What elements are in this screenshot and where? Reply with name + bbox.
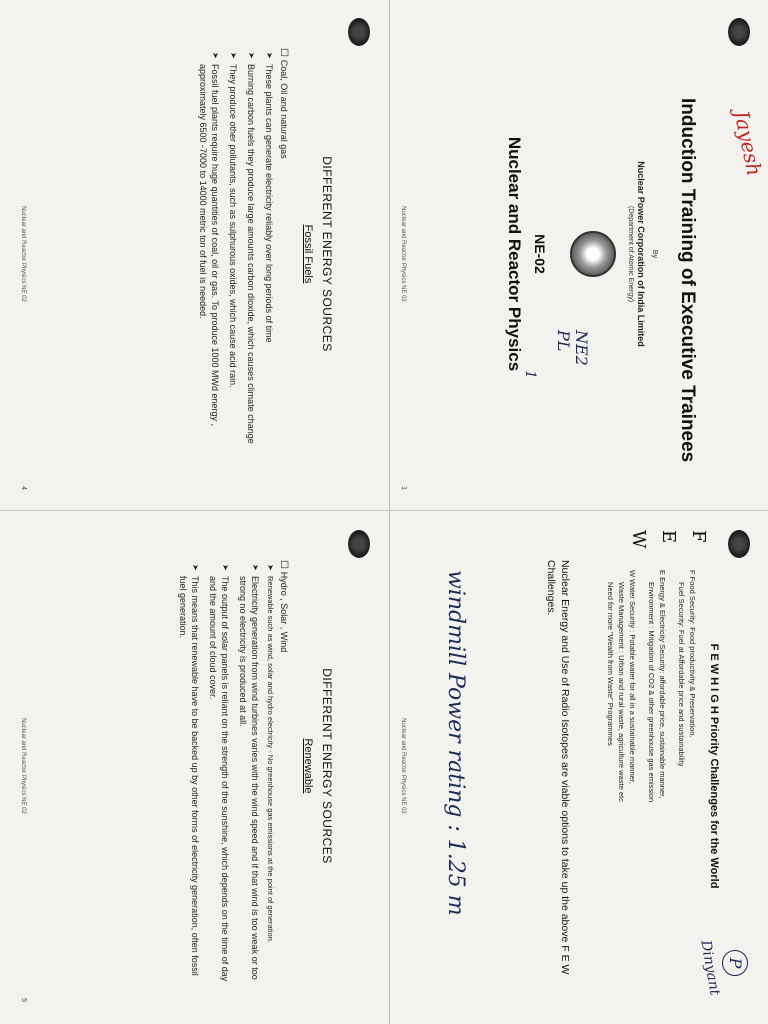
slide-heading: DIFFERENT ENERGY SOURCES [320, 156, 334, 352]
organisation-name: Nuclear Power Corporation of India Limited [636, 161, 646, 347]
slide-footer: Nuclear and Reactor Physics NE 02 [20, 718, 26, 814]
fewhig-item-label: E Energy & Electricity Security: affordable price, sustainable manner, [658, 570, 667, 799]
handwritten-name: Dinyant [697, 939, 723, 997]
page-number: 1 [400, 486, 407, 490]
bullet-heading: ☐ Hydro , Solar , Wind [277, 560, 290, 990]
slide-title-page [396, 8, 756, 500]
slide-subheading: Fossil Fuels [302, 224, 314, 284]
fewhig-title: F E W H I G H Priority Challenges for the World [708, 643, 720, 889]
training-title: Induction Training of Executive Trainees [677, 98, 698, 463]
npcil-emblem-icon [570, 231, 616, 277]
handwritten-name: Jayesh [729, 108, 767, 179]
department-name: (Department of Atomic Energy) [627, 205, 634, 303]
npcil-logo-icon [728, 530, 750, 558]
fewhig-item-label: F Food Security: Food productivity & Preservation. [688, 570, 697, 738]
bullet-heading: ☐ Coal, Oil and natural gas [277, 48, 290, 478]
fewhig-closing: Nuclear Energy and Use of Radio Isotopes are viable options to take up the above F E W Challenges. [545, 560, 571, 975]
course-subject: Nuclear and Reactor Physics [505, 136, 524, 372]
bullet-list [171, 560, 290, 990]
bullet-list [191, 48, 290, 478]
bullet-item: ➤ Burning carbon fuels they produce large amounts carbon dioxide, which causes climate change [245, 64, 257, 478]
npcil-logo-icon [348, 18, 370, 46]
by-label: By [651, 249, 658, 259]
slide-renewable [16, 520, 376, 1012]
npcil-logo-icon [348, 530, 370, 558]
slide-heading: DIFFERENT ENERGY SOURCES [320, 668, 334, 864]
handwritten-letter: F [688, 530, 709, 543]
vertical-divider [0, 510, 768, 511]
handwritten-note: 1 [522, 370, 538, 379]
bullet-item: ➤ They produce other pollutants, such as sulphurous oxides, which cause acid rain. [227, 64, 239, 478]
bullet-item: ➤ Renewable such as wind, solar and hydro electricity - No greenhouse gas emissions at the point of generation. [265, 576, 275, 990]
course-code: NE-02 [532, 234, 548, 274]
horizontal-divider [389, 0, 390, 1024]
npcil-logo-icon [728, 18, 750, 46]
fewhig-item-w [605, 530, 649, 1000]
fewhig-sub-item: Fuel Security: Fuel at Affordable price and sustainability [677, 582, 686, 767]
bullet-item: ➤ The output of solar panels is reliant on the strength of the sunshine, which depends on the time of day and the amount of cloud cover. [207, 576, 231, 990]
slide-footer: Nuclear and Reactor Physics NE 02 [400, 206, 406, 302]
page-number: 5 [20, 998, 27, 1002]
bullet-item: ➤ These plants can generate electricity reliably over long periods of time [263, 64, 275, 478]
fewhig-sub-item: Waste Management : Urban and rural waste, agriculture waste etc [617, 582, 626, 802]
fewhig-item-f [676, 530, 709, 1000]
fewhig-item-label: W Water Security : Potable water for all in a sustainable manner, [628, 570, 637, 784]
slide-footer: Nuclear and Reactor Physics NE 02 [400, 718, 406, 814]
handwritten-circle: P [722, 950, 748, 976]
bullet-item: ➤ Fossil fuel plants require huge quantities of coal, oil or gas. To produce 1000 MWd energy , approximately 6500 -7000 to 14000 metric ton of fuel is needed. [197, 64, 221, 478]
handwritten-letter: W [628, 530, 649, 549]
fewhig-list [603, 530, 709, 1000]
handwritten-letter: E [658, 530, 679, 544]
fewhig-item-e [646, 530, 679, 1000]
slide-subheading: Renewable [302, 738, 314, 794]
handwritten-note: windmill Power rating : 1.25 m [443, 570, 468, 916]
fewhig-sub-item: Environment : Mitigation of CO2 & other greenhouse gas emission [647, 582, 656, 803]
page-number: 4 [20, 486, 27, 490]
slide-footer: Nuclear and Reactor Physics NE 02 [20, 206, 26, 302]
handwritten-note: NE2 PL [554, 330, 591, 366]
bullet-item: ➤ This means that renewable have to be backed up by other forms of electricity generation, often fossil fuel generation. [177, 576, 201, 990]
bullet-item: ➤ Electricity generation from wind turbines varies with the wind speed and if that wind is too weak or too strong no electricity is produced at all. [237, 576, 261, 990]
slide-fossil-fuels [16, 8, 376, 500]
fewhig-sub-item: Need for more "Wealth from Waste" Programmes [606, 582, 615, 746]
